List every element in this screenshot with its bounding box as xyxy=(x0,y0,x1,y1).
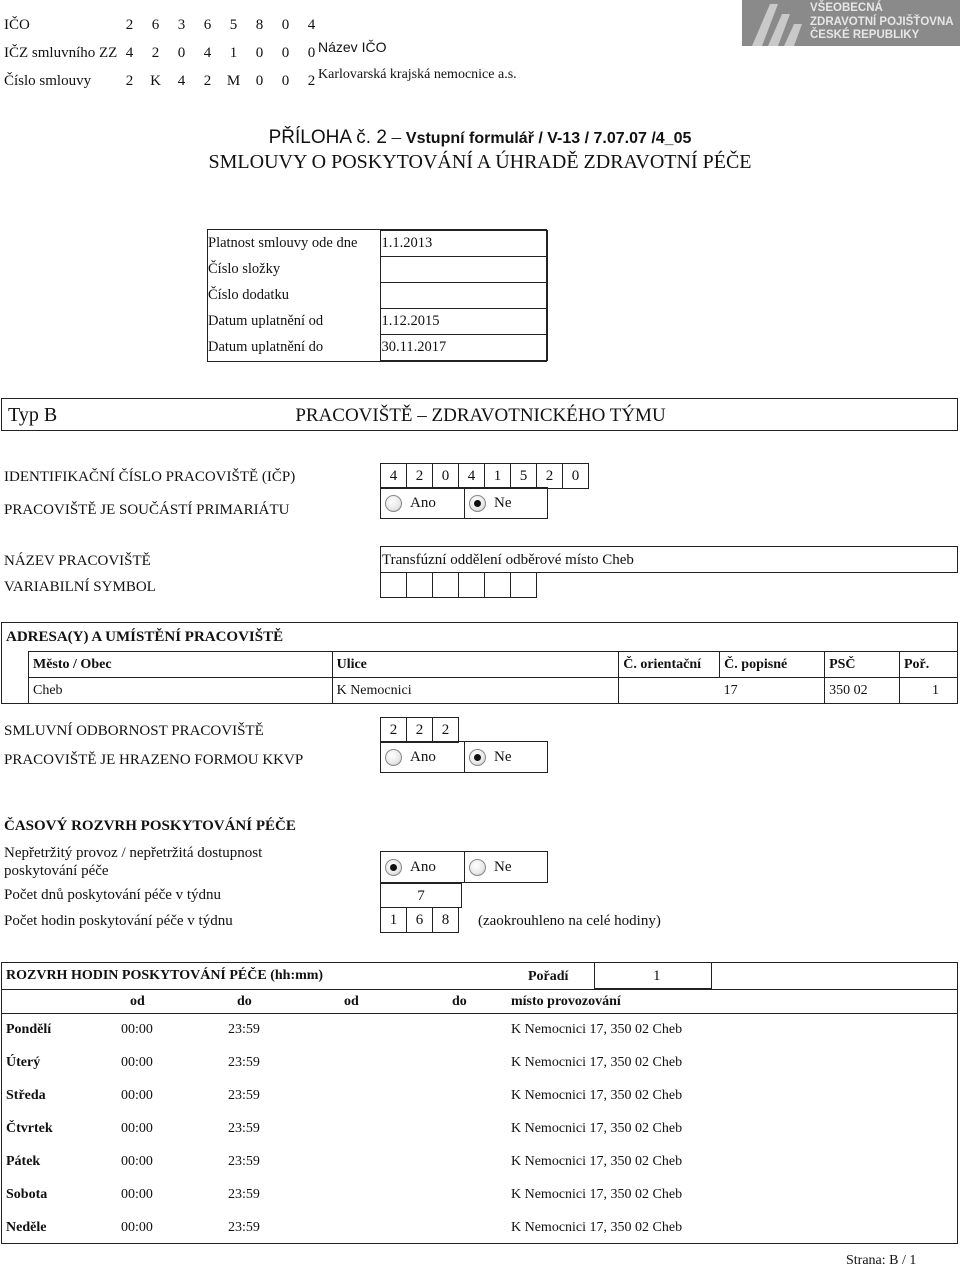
kkvp-yes-option[interactable] xyxy=(381,742,464,772)
day-label: Úterý xyxy=(6,1055,41,1070)
type-title: PRACOVIŠTĚ – ZDRAVOTNICKÉHO TÝMU xyxy=(295,405,666,426)
vzp-logo xyxy=(742,0,960,46)
kkvp-yes-label: Ano xyxy=(410,748,436,765)
address-section xyxy=(1,622,958,704)
logo-line-2: ZDRAVOTNÍ POJIŠŤOVNA xyxy=(810,15,954,28)
digit-cell: 1 xyxy=(229,44,238,61)
continuous-yes-label: Ano xyxy=(410,858,436,875)
type-label: Typ B xyxy=(8,404,58,426)
digit-cell xyxy=(510,572,537,598)
title-prefix: PŘÍLOHA č. 2 xyxy=(268,127,387,148)
digit-cell: 2 xyxy=(406,463,433,489)
workplace-name-value: Transfúzní oddělení odběrové místo Cheb xyxy=(382,552,634,568)
digit-cell: 0 xyxy=(255,44,264,61)
kkvp-yes-radio[interactable] xyxy=(385,749,402,766)
address-header-cell: PSČ xyxy=(825,652,900,678)
contract-label: Číslo smlouvy xyxy=(4,73,92,89)
hours-cell[interactable]: K Nemocnici 17, 350 02 Cheb xyxy=(511,1154,683,1169)
digit-cell: 2 xyxy=(151,44,160,61)
hours-cell[interactable] xyxy=(437,1146,511,1179)
digit-cell: 2 xyxy=(406,717,433,743)
primariat-label: PRACOVIŠTĚ JE SOUČÁSTÍ PRIMARIÁTU xyxy=(4,502,290,518)
ico-digits xyxy=(116,12,325,38)
continuous-no-label: Ne xyxy=(494,858,512,875)
icp-label: IDENTIFIKAČNÍ ČÍSLO PRACOVIŠTĚ (IČP) xyxy=(4,469,296,485)
digit-cell xyxy=(432,572,459,598)
validity-label: Číslo dodatku xyxy=(208,287,289,303)
digit-cell: 0 xyxy=(281,72,290,89)
icp-digits xyxy=(380,463,589,489)
days-field[interactable] xyxy=(380,883,462,908)
digit-cell: 0 xyxy=(562,463,589,489)
digit-cell: 3 xyxy=(177,16,186,33)
workplace-name-field[interactable] xyxy=(380,546,958,573)
primariat-yes-option[interactable] xyxy=(381,488,464,518)
hours-cell[interactable] xyxy=(329,1179,437,1212)
address-cell: 350 02 xyxy=(825,678,900,704)
contract-digits xyxy=(116,68,325,94)
order-field[interactable] xyxy=(594,962,712,989)
address-header-cell: Č. popisné xyxy=(720,652,825,678)
digit-cell: 6 xyxy=(406,907,433,933)
digit-cell xyxy=(458,572,485,598)
hours-cell[interactable] xyxy=(437,1014,511,1047)
days-label: Počet dnů poskytování péče v týdnu xyxy=(4,887,222,903)
primariat-no-label: Ne xyxy=(494,494,512,511)
logo-line-3: ČESKÉ REPUBLIKY xyxy=(810,29,920,41)
primariat-radio-group xyxy=(380,487,548,519)
validity-row xyxy=(208,231,548,257)
day-label: Čtvrtek xyxy=(6,1121,53,1136)
hours-cell[interactable]: 23:59 xyxy=(228,1088,260,1103)
hours-cell[interactable]: 23:59 xyxy=(228,1022,260,1038)
hours-cell[interactable]: 00:00 xyxy=(121,1121,153,1136)
validity-row xyxy=(208,283,548,309)
hours-cell[interactable] xyxy=(329,1014,437,1047)
validity-value[interactable] xyxy=(380,283,548,309)
validity-label: Datum uplatnění do xyxy=(208,339,324,355)
form-title-line-2: SMLOUVY O POSKYTOVÁNÍ A ÚHRADĚ ZDRAVOTNÍ PÉČE xyxy=(208,151,752,173)
primariat-yes-radio[interactable] xyxy=(385,495,402,512)
digit-cell: 8 xyxy=(255,16,264,33)
validity-table xyxy=(208,230,548,361)
digit-cell: 0 xyxy=(432,463,459,489)
day-label: Sobota xyxy=(6,1187,48,1202)
hours-cell[interactable]: K Nemocnici 17, 350 02 Cheb xyxy=(511,1088,683,1103)
hours-cell[interactable] xyxy=(329,1080,437,1113)
hours-cell[interactable]: K Nemocnici 17, 350 02 Cheb xyxy=(511,1187,683,1202)
hours-cell[interactable]: 00:00 xyxy=(121,1220,153,1235)
digit-cell: 5 xyxy=(510,463,537,489)
digit-cell: 0 xyxy=(255,72,264,89)
digit-cell: 0 xyxy=(281,44,290,61)
hours-cell[interactable] xyxy=(329,1113,437,1146)
primariat-yes-label: Ano xyxy=(410,494,436,511)
day-label: Pátek xyxy=(6,1154,41,1169)
specialty-digits xyxy=(380,717,459,743)
digit-cell: 2 xyxy=(432,717,459,743)
continuous-label-2: poskytování péče xyxy=(4,863,109,879)
address-cell xyxy=(619,678,720,704)
digit-cell: 4 xyxy=(125,44,134,61)
address-table xyxy=(28,651,958,704)
hours-section xyxy=(1,962,958,1244)
icz-label: IČZ smluvního ZZ xyxy=(4,45,118,61)
digit-cell: 0 xyxy=(307,44,316,61)
hours-cell[interactable]: K Nemocnici 17, 350 02 Cheb xyxy=(511,1055,683,1070)
digit-cell: 4 xyxy=(177,72,186,89)
hours-row xyxy=(2,1014,957,1047)
address-header-cell: Město / Obec xyxy=(29,652,333,678)
address-cell: 1 xyxy=(900,678,958,704)
day-label: Neděle xyxy=(6,1220,47,1235)
digit-cell: 6 xyxy=(151,16,160,33)
icz-digits xyxy=(116,40,325,66)
hours-cell[interactable]: K Nemocnici 17, 350 02 Cheb xyxy=(511,1022,683,1038)
digit-cell: 2 xyxy=(125,16,134,33)
address-row xyxy=(29,678,958,704)
address-cell: Cheb xyxy=(29,678,333,704)
hours-header-cell: místo provozování xyxy=(511,990,957,1014)
digit-cell: 4 xyxy=(380,463,407,489)
address-cell: 17 xyxy=(720,678,825,704)
hours-header-blank xyxy=(2,990,115,1014)
validity-value[interactable] xyxy=(380,257,548,283)
hours-cell[interactable] xyxy=(329,1212,437,1245)
hours-cell[interactable]: 00:00 xyxy=(121,1055,153,1070)
hours-cell[interactable]: K Nemocnici 17, 350 02 Cheb xyxy=(511,1220,683,1235)
hours-digits[interactable] xyxy=(380,907,459,933)
page-number: Strana: B / 1 xyxy=(846,1253,917,1268)
continuous-label-1: Nepřetržitý provoz / nepřetržitá dostupnost xyxy=(4,845,263,861)
continuous-yes-radio[interactable] xyxy=(385,859,402,876)
logo-line-1: VŠEOBECNÁ xyxy=(810,2,883,14)
hours-cell[interactable]: 23:59 xyxy=(228,1055,260,1070)
continuous-radio-group xyxy=(380,851,548,883)
digit-cell: 4 xyxy=(307,16,316,33)
hours-cell[interactable]: 23:59 xyxy=(228,1220,260,1235)
digit-cell: 4 xyxy=(458,463,485,489)
validity-block xyxy=(207,229,547,362)
hours-cell[interactable] xyxy=(437,1179,511,1212)
address-header-cell: Ulice xyxy=(332,652,619,678)
hours-cell[interactable]: 00:00 xyxy=(121,1154,153,1169)
hours-cell[interactable]: 00:00 xyxy=(121,1088,153,1103)
validity-row xyxy=(208,309,548,335)
hours-cell[interactable]: 23:59 xyxy=(228,1154,260,1169)
validity-row xyxy=(208,257,548,283)
digit-cell: K xyxy=(150,72,161,89)
day-label: Pondělí xyxy=(6,1022,52,1038)
continuous-no-radio[interactable] xyxy=(469,859,486,876)
hours-note: (zaokrouhleno na celé hodiny) xyxy=(478,913,661,929)
hours-cell[interactable] xyxy=(437,1113,511,1146)
workplace-name-label: NÁZEV PRACOVIŠTĚ xyxy=(4,553,151,569)
schedule-title: ČASOVÝ ROZVRH POSKYTOVÁNÍ PÉČE xyxy=(4,818,296,834)
validity-value[interactable]: 1.1.2013 xyxy=(380,231,548,257)
order-value: 1 xyxy=(653,968,661,984)
hours-header-cell: od xyxy=(329,990,437,1014)
ico-name-label: Název IČO xyxy=(318,39,387,55)
hours-cell[interactable]: 23:59 xyxy=(228,1121,260,1136)
vs-cells[interactable] xyxy=(380,572,537,598)
kkvp-no-radio[interactable] xyxy=(469,749,486,766)
hours-cell[interactable]: K Nemocnici 17, 350 02 Cheb xyxy=(511,1121,683,1136)
hours-row xyxy=(2,1212,957,1245)
primariat-no-option[interactable] xyxy=(464,488,547,518)
digit-cell: 8 xyxy=(432,907,459,933)
hours-table-title: ROZVRH HODIN POSKYTOVÁNÍ PÉČE (hh:mm) xyxy=(6,968,324,983)
days-value: 7 xyxy=(417,888,425,904)
validity-label: Číslo složky xyxy=(208,261,281,277)
vs-label: VARIABILNÍ SYMBOL xyxy=(4,579,156,595)
hours-row xyxy=(2,1047,957,1080)
digit-cell xyxy=(406,572,433,598)
hours-label: Počet hodin poskytování péče v týdnu xyxy=(4,913,233,929)
address-header-cell: Č. orientační xyxy=(619,652,720,678)
hours-cell[interactable] xyxy=(437,1047,511,1080)
hours-row xyxy=(2,1113,957,1146)
continuous-yes-option[interactable] xyxy=(381,852,464,882)
validity-label: Datum uplatnění od xyxy=(208,313,324,329)
validity-value[interactable]: 30.11.2017 xyxy=(380,335,548,361)
continuous-no-option[interactable] xyxy=(464,852,547,882)
primariat-no-radio[interactable] xyxy=(469,495,486,512)
hours-header-cell: od xyxy=(115,990,222,1014)
hours-cell[interactable] xyxy=(437,1080,511,1113)
hours-cell[interactable] xyxy=(329,1146,437,1179)
digit-cell: 0 xyxy=(281,16,290,33)
title-bold: Vstupní formulář / V-13 / 7.07.07 /4_05 xyxy=(405,130,692,147)
day-label: Středa xyxy=(6,1088,46,1103)
hours-header-cell: do xyxy=(437,990,511,1014)
validity-row xyxy=(208,335,548,361)
validity-label: Platnost smlouvy ode dne xyxy=(208,235,358,251)
hours-row xyxy=(2,1080,957,1113)
hours-cell[interactable]: 23:59 xyxy=(228,1187,260,1202)
title-dash: – xyxy=(391,127,402,148)
digit-cell: 2 xyxy=(307,72,316,89)
hours-cell[interactable] xyxy=(437,1212,511,1245)
ico-name-value: Karlovarská krajská nemocnice a.s. xyxy=(318,67,517,82)
digit-cell: 2 xyxy=(380,717,407,743)
hours-header-cell: do xyxy=(222,990,329,1014)
vzp-logo-mark-icon xyxy=(748,0,804,46)
digit-cell xyxy=(380,572,407,598)
kkvp-label: PRACOVIŠTĚ JE HRAZENO FORMOU KKVP xyxy=(4,752,304,768)
hours-row xyxy=(2,1179,957,1212)
address-header-cell: Poř. xyxy=(900,652,958,678)
type-bar xyxy=(1,398,958,431)
digit-cell: 0 xyxy=(177,44,186,61)
digit-cell: 1 xyxy=(380,907,407,933)
order-label: Pořadí xyxy=(528,969,569,984)
address-cell: K Nemocnici xyxy=(332,678,619,704)
hours-cell[interactable]: 00:00 xyxy=(121,1187,153,1202)
validity-value[interactable]: 1.12.2015 xyxy=(380,309,548,335)
hours-row xyxy=(2,1146,957,1179)
address-title: ADRESA(Y) A UMÍSTĚNÍ PRACOVIŠTĚ xyxy=(6,629,284,645)
digit-cell: 5 xyxy=(229,16,238,33)
digit-cell: 4 xyxy=(203,44,212,61)
specialty-label: SMLUVNÍ ODBORNOST PRACOVIŠTĚ xyxy=(4,723,264,739)
hours-cell[interactable] xyxy=(329,1047,437,1080)
digit-cell: 6 xyxy=(203,16,212,33)
kkvp-radio-group xyxy=(380,741,548,773)
form-title-line-1 xyxy=(0,128,960,147)
digit-cell: M xyxy=(226,72,241,89)
digit-cell: 2 xyxy=(125,72,134,89)
digit-cell xyxy=(484,572,511,598)
hours-cell[interactable]: 00:00 xyxy=(121,1022,153,1038)
digit-cell: 1 xyxy=(484,463,511,489)
kkvp-no-label: Ne xyxy=(494,748,512,765)
digit-cell: 2 xyxy=(536,463,563,489)
digit-cell: 2 xyxy=(203,72,212,89)
ico-label: IČO xyxy=(4,17,30,33)
kkvp-no-option[interactable] xyxy=(464,742,547,772)
hours-table xyxy=(2,989,957,1245)
